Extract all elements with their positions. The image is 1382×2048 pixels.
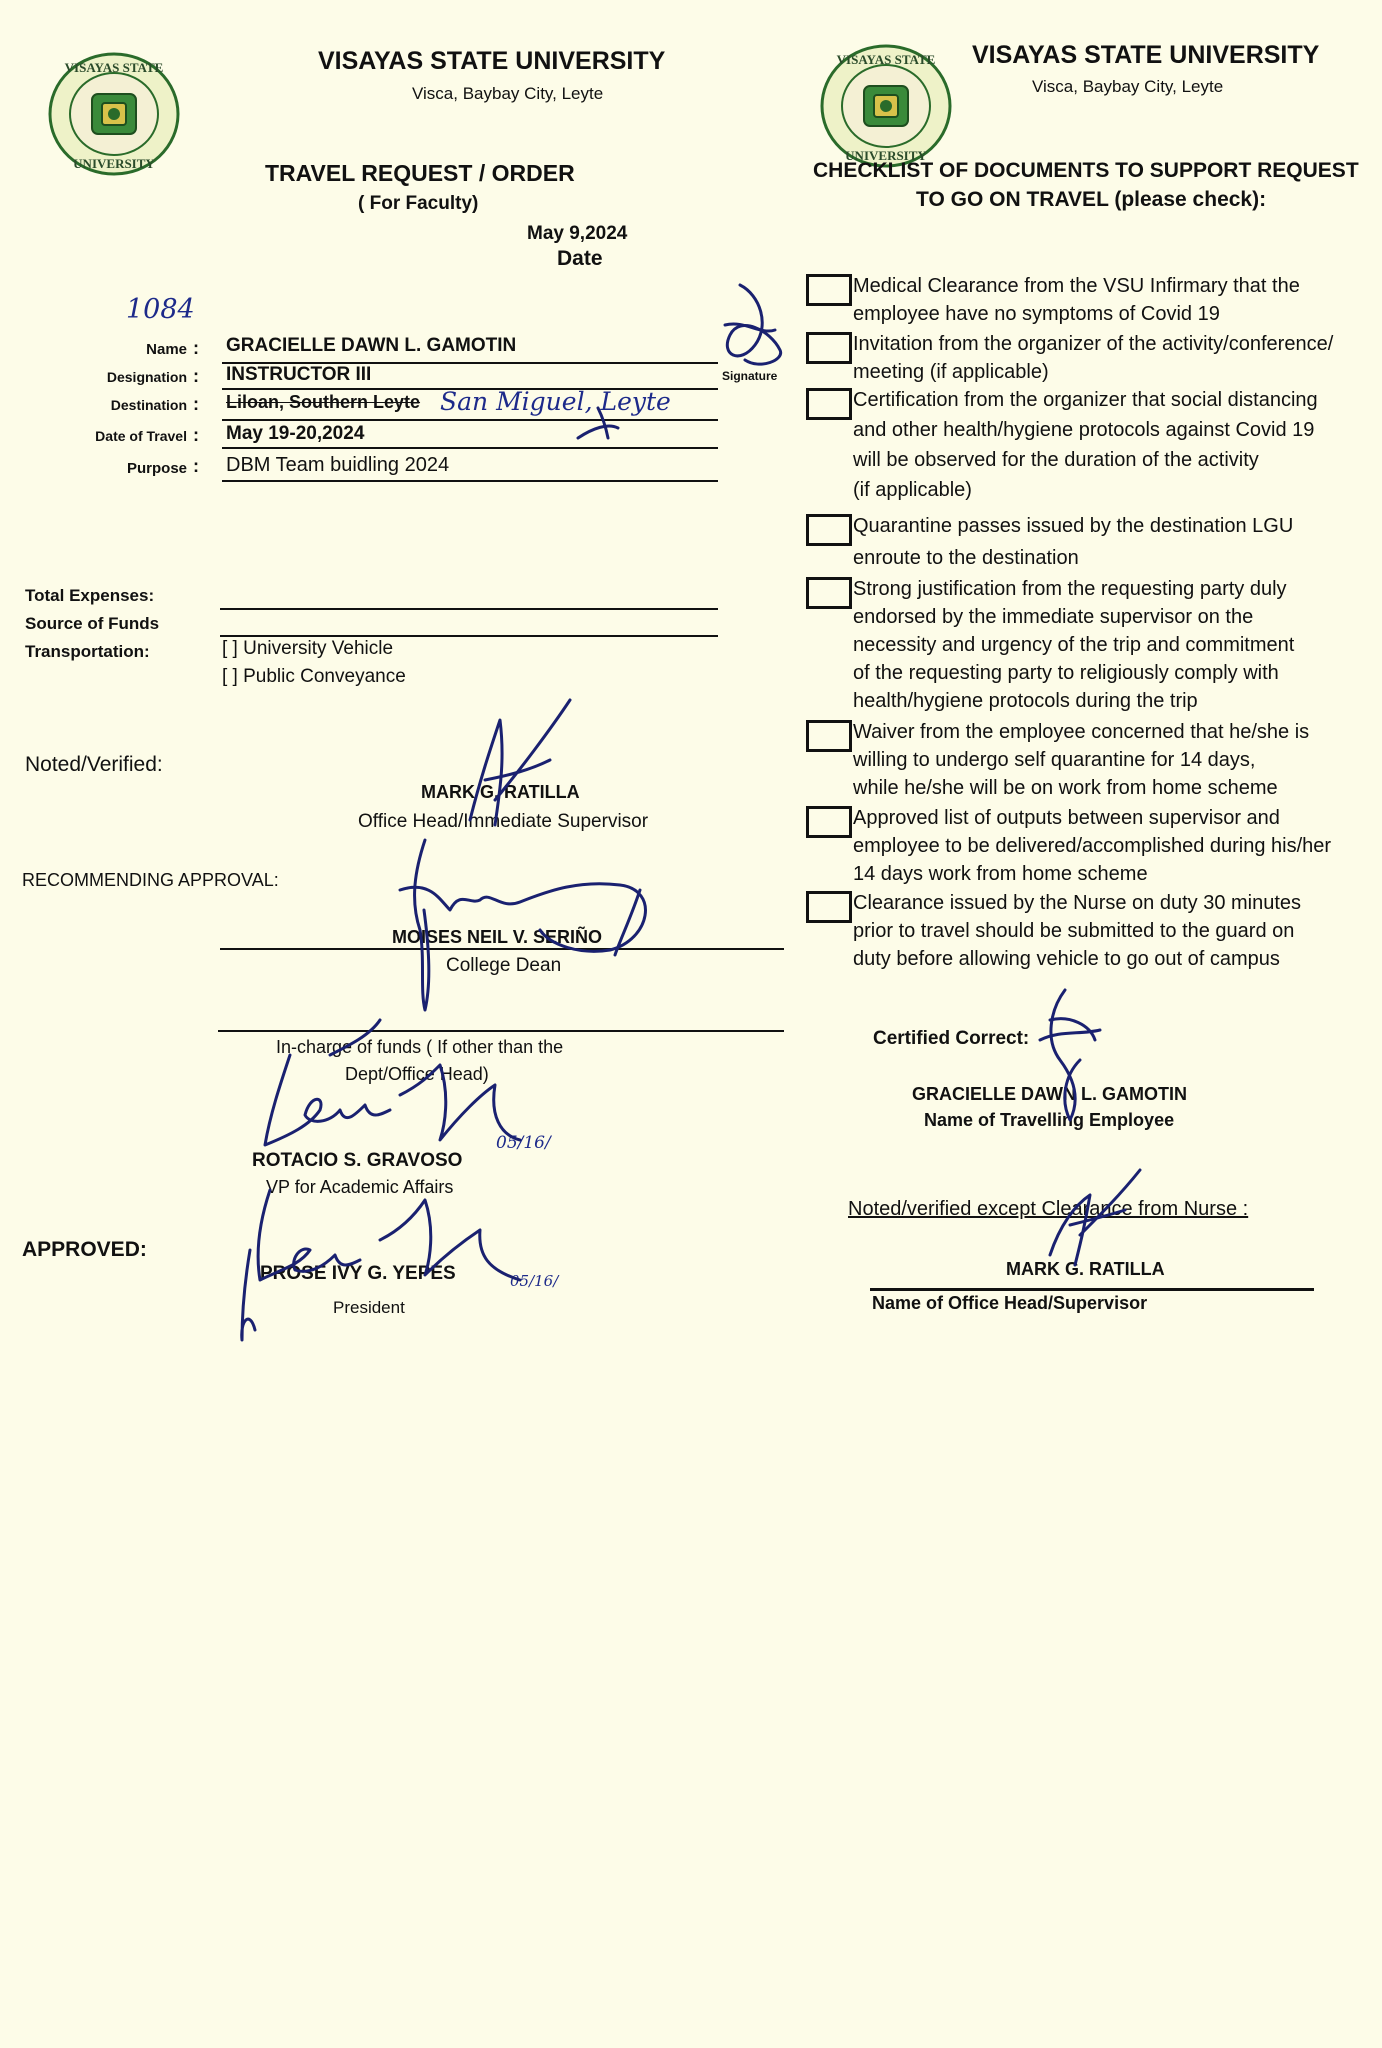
purpose-value: DBM Team buidling 2024 (226, 454, 450, 476)
incharge-text-1: In-charge of funds ( If other than the (276, 1037, 564, 1057)
designation-colon: : (193, 366, 199, 386)
university-name-left: VISAYAS STATE UNIVERSITY (318, 47, 666, 75)
total-expenses-line (220, 608, 718, 610)
destination-colon: : (193, 394, 199, 414)
approved-title: President (333, 1298, 405, 1317)
employee-name: GRACIELLE DAWN L. GAMOTIN (912, 1084, 1187, 1104)
checklist-item-text: Strong justification from the requesting party duly (853, 578, 1287, 600)
checklist-item-text: Medical Clearance from the VSU Infirmary that the (853, 275, 1300, 297)
checklist-checkbox[interactable] (806, 274, 852, 306)
incharge-title: VP for Academic Affairs (266, 1177, 454, 1197)
checklist-item-text: and other health/hygiene protocols against Covid 19 (853, 419, 1315, 441)
svg-text:VISAYAS STATE: VISAYAS STATE (64, 60, 164, 75)
checklist-item-text: while he/she will be on work from home scheme (853, 777, 1278, 799)
checklist-item-text: enroute to the destination (853, 547, 1079, 569)
approved-name: PROSE IVY G. YEPES (260, 1263, 456, 1284)
destination-handwritten: San Miguel, Leyte (440, 387, 671, 416)
university-seal-right (820, 44, 952, 168)
incharge-date-handwritten: 05/16/ (496, 1133, 551, 1153)
incharge-signature (250, 1015, 550, 1165)
certified-signature (1020, 980, 1120, 1130)
transport-public-conveyance: [ ] Public Conveyance (222, 666, 406, 687)
incharge-name: ROTACIO S. GRAVOSO (252, 1150, 463, 1171)
checklist-item-text: meeting (if applicable) (853, 361, 1049, 383)
checklist-checkbox[interactable] (806, 514, 852, 546)
checklist-item-text: employee have no symptoms of Covid 19 (853, 303, 1220, 325)
purpose-label: Purpose (126, 460, 187, 477)
designation-label: Designation (106, 369, 187, 385)
checklist-item-text: Invitation from the organizer of the activity/conference/ (853, 333, 1334, 355)
transport-university-vehicle: [ ] University Vehicle (222, 638, 394, 659)
total-expenses-label: Total Expenses: (25, 586, 155, 605)
checklist-item-text: prior to travel should be submitted to the guard on (853, 920, 1295, 942)
checklist-item-text: employee to be delivered/accomplished during his/her (853, 835, 1332, 857)
purpose-line (222, 480, 718, 482)
checklist-checkbox[interactable] (806, 806, 852, 838)
svg-text:VISAYAS STATE: VISAYAS STATE (836, 52, 936, 67)
noted-title: Office Head/Immediate Supervisor (358, 811, 649, 832)
checklist-item-text: duty before allowing vehicle to go out of campus (853, 948, 1280, 970)
noted-name: MARK G. RATILLA (421, 782, 580, 802)
destination-struck-value: Liloan, Southern Leyte (226, 392, 421, 412)
checklist-item-text: endorsed by the immediate supervisor on the (853, 606, 1254, 628)
approved-date-handwritten: 05/16/ (510, 1272, 559, 1290)
checklist-item-text: willing to undergo self quarantine for 14 days, (853, 749, 1256, 771)
destination-label: Destination (110, 397, 187, 413)
checklist-item-text: of the requesting party to religiously comply with (853, 662, 1279, 684)
noted-verified-label: Noted/Verified: (25, 753, 163, 776)
checklist-item-text: Certification from the organizer that social distancing (853, 389, 1318, 411)
university-name-right: VISAYAS STATE UNIVERSITY (972, 41, 1320, 69)
checklist-item-text: Clearance issued by the Nurse on duty 30 minutes (853, 892, 1302, 914)
name-value: GRACIELLE DAWN L. GAMOTIN (226, 335, 517, 356)
recommending-approval-label: RECOMMENDING APPROVAL: (22, 870, 279, 890)
source-of-funds-line (220, 635, 718, 637)
recommending-signature (380, 830, 680, 1020)
office-head-signature (1030, 1165, 1170, 1275)
university-seal-left (48, 52, 180, 176)
svg-text:UNIVERSITY: UNIVERSITY (73, 156, 155, 171)
source-of-funds-label: Source of Funds (25, 614, 160, 633)
date-of-travel-colon: : (193, 425, 199, 445)
checklist-item-text: necessity and urgency of the trip and commitment (853, 634, 1295, 656)
signature-label: Signature (722, 369, 778, 383)
checklist-checkbox[interactable] (806, 388, 852, 420)
office-head-caption: Name of Office Head/Supervisor (872, 1293, 1148, 1313)
checklist-item-text: will be observed for the duration of the activity (853, 449, 1259, 471)
checklist-checkbox[interactable] (806, 577, 852, 609)
employee-caption: Name of Travelling Employee (924, 1110, 1175, 1130)
noted-signature (440, 700, 600, 840)
name-label: Name (146, 341, 187, 358)
office-head-name: MARK G. RATILLA (1006, 1259, 1165, 1279)
date-of-travel-label: Date of Travel (95, 428, 187, 444)
noted-except-nurse: Noted/verified except Clearance from Nurse : (848, 1198, 1249, 1220)
recommending-name: MOISES NEIL V. SERIÑO (392, 927, 603, 947)
checklist-title-1: CHECKLIST OF DOCUMENTS TO SUPPORT REQUEST (813, 159, 1359, 182)
svg-text:UNIVERSITY: UNIVERSITY (845, 148, 927, 163)
approved-signature (230, 1170, 560, 1360)
incharge-text-2: Dept/Office Head) (345, 1064, 489, 1084)
form-date-value: May 9,2024 (527, 223, 628, 244)
date-of-travel-value: May 19-20,2024 (226, 423, 365, 444)
university-address-right: Visca, Baybay City, Leyte (1032, 77, 1224, 96)
checklist-checkbox[interactable] (806, 720, 852, 752)
university-address-left: Visca, Baybay City, Leyte (412, 84, 604, 103)
certified-correct-label: Certified Correct: (873, 1028, 1030, 1049)
checklist-item-text: Quarantine passes issued by the destination LGU (853, 515, 1294, 537)
purpose-colon: : (193, 456, 199, 476)
checklist-item-text: Waiver from the employee concerned that he/she is (853, 721, 1310, 743)
form-subtitle: ( For Faculty) (358, 193, 479, 214)
checklist-checkbox[interactable] (806, 891, 852, 923)
destination-initials (558, 368, 688, 448)
transportation-label: Transportation: (25, 642, 150, 661)
designation-value: INSTRUCTOR III (226, 364, 372, 385)
form-date-label: Date (557, 247, 603, 270)
checklist-item-text: health/hygiene protocols during the trip (853, 690, 1198, 712)
checklist-item-text: (if applicable) (853, 479, 972, 501)
recommending-title: College Dean (446, 955, 562, 976)
checklist-item-text: Approved list of outputs between supervisor and (853, 807, 1280, 829)
name-colon: : (193, 338, 199, 358)
approved-label: APPROVED: (22, 1238, 147, 1261)
checklist-checkbox[interactable] (806, 332, 852, 364)
checklist-title-2: TO GO ON TRAVEL (please check): (916, 188, 1267, 211)
checklist-item-text: 14 days work from home scheme (853, 863, 1148, 885)
office-head-line (870, 1288, 1314, 1291)
form-title: TRAVEL REQUEST / ORDER (265, 160, 575, 186)
reference-number: 1084 (126, 294, 195, 325)
